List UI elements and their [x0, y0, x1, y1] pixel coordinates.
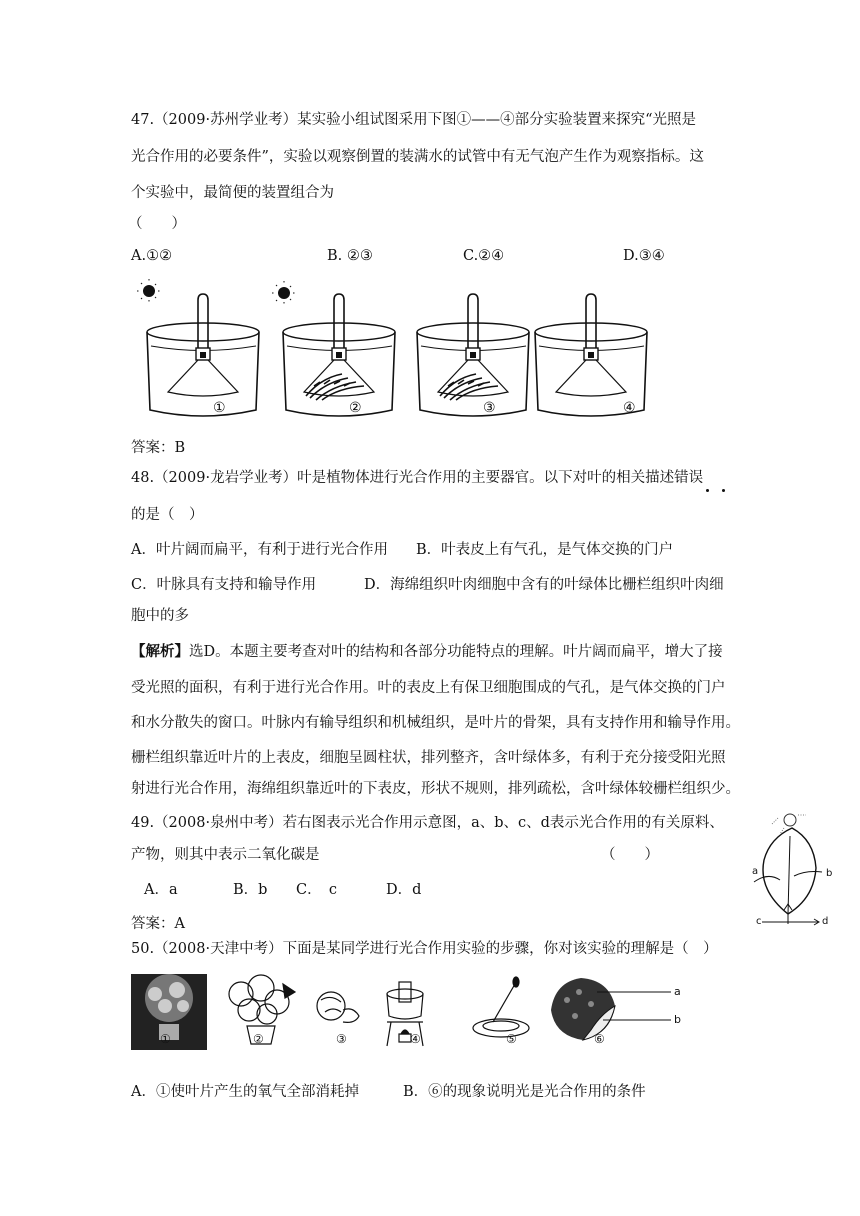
- q50-figure-label-1: ①: [160, 1032, 171, 1046]
- q48-option-d: D．海绵组织叶肉细胞中含有的叶绿体比栅栏组织叶肉细: [364, 577, 724, 593]
- q48-analysis-line-2: 受光照的面积，有利于进行光合作用。叶的表皮上有保卫细胞围成的气孔，是气体交换的门户: [131, 680, 726, 696]
- sun-icon: [272, 281, 296, 305]
- petri-dish-dropper-icon: [473, 977, 529, 1037]
- q50-figure-label-4: ④: [410, 1032, 421, 1046]
- q50-leaf-label-b: b: [674, 1013, 681, 1026]
- leaf-label-c: c: [756, 916, 762, 927]
- leaf-in-hand-icon: [317, 992, 359, 1022]
- leaf-label-d: d: [822, 916, 829, 927]
- q48-option-a: A．叶片阔而扁平，有利于进行光合作用: [131, 542, 388, 558]
- q49-option-c: C． c: [296, 882, 337, 898]
- q47-figure-label-3: ③: [483, 400, 496, 416]
- q47-option-b: B. ②③: [327, 248, 373, 264]
- sun-icon: [137, 279, 161, 303]
- q47-option-d: D.③④: [623, 248, 665, 264]
- q47-line-3: 个实验中，最简便的装置组合为: [131, 185, 334, 201]
- stained-leaf-icon: [551, 978, 671, 1040]
- q49-answer-bracket: （ ）: [601, 847, 659, 863]
- q49-option-d: D．d: [386, 882, 422, 898]
- q50-figure-label-5: ⑤: [506, 1032, 517, 1046]
- q47-answer: 答案：B: [131, 440, 186, 456]
- leaf-label-a: a: [752, 866, 759, 877]
- q48-line-1: 48.（2009·龙岩学业考）叶是植物体进行光合作用的主要器官。以下对叶的相关描述错误: [131, 470, 704, 486]
- q49-option-a: A．a: [144, 882, 178, 898]
- leaf-label-b: b: [826, 868, 833, 879]
- q50-leaf-label-a: a: [674, 985, 681, 998]
- q49-option-b: B．b: [233, 882, 268, 898]
- q47-option-c: C.②④: [463, 248, 505, 264]
- q47-figure-label-4: ④: [623, 400, 636, 416]
- q48-option-c: C．叶脉具有支持和输导作用: [131, 577, 317, 593]
- q47-option-a: A.①②: [131, 248, 173, 264]
- analysis-tag: 【解析】: [131, 643, 189, 660]
- q48-analysis-line-1: [131, 642, 723, 662]
- q48-analysis-line-5: 射进行光合作用，海绵组织靠近叶的下表皮，形状不规则，排列疏松，含叶绿体较栅栏组织少。: [131, 781, 740, 797]
- apparatus-2: [283, 294, 395, 416]
- apparatus-1: [147, 294, 259, 416]
- emphasis-dot: [722, 489, 725, 492]
- q47-figure-label-1: ①: [213, 400, 226, 416]
- q48-option-d-cont: 胞中的多: [131, 608, 189, 624]
- q48-option-b: B．叶表皮上有气孔，是气体交换的门户: [416, 542, 674, 558]
- q48-line-2: 的是（ ）: [131, 507, 204, 523]
- q47-apparatus-figure: [128, 278, 648, 428]
- sun-icon: [772, 814, 806, 834]
- q50-option-a: A．①使叶片产生的氧气全部消耗掉: [131, 1084, 359, 1100]
- q47-answer-bracket: （ ）: [128, 216, 186, 232]
- q50-figure-label-2: ②: [253, 1032, 264, 1046]
- q49-line-2: 产物，则其中表示二氧化碳是: [131, 847, 320, 863]
- q48-analysis-line-3: 和水分散失的窗口。叶脉内有输导组织和机械组织，是叶片的骨架，具有支持作用和输导作用。: [131, 715, 740, 731]
- q47-line-1: 47.（2009·苏州学业考）某实验小组试图采用下图①——④部分实验装置来探究“光照是: [131, 112, 696, 128]
- emphasis-dot: [706, 489, 709, 492]
- q50-figure-label-3: ③: [336, 1032, 347, 1046]
- q49-line-1: 49.（2008·泉州中考）若右图表示光合作用示意图，a、b、c、d表示光合作用的有关原料、: [131, 815, 724, 831]
- q49-answer: 答案：A: [131, 916, 185, 932]
- analysis-text: 选D。本题主要考查对叶的结构和各部分功能特点的理解。叶片阔而扁平，增大了接: [189, 644, 723, 660]
- q47-line-2: 光合作用的必要条件”，实验以观察倒置的装满水的试管中有无气泡产生作为观察指标。这: [131, 149, 704, 165]
- q50-option-b: B．⑥的现象说明光是光合作用的条件: [403, 1084, 646, 1100]
- apparatus-3: [417, 294, 529, 416]
- q47-figure-label-2: ②: [349, 400, 362, 416]
- q50-figure-label-6: ⑥: [594, 1032, 605, 1046]
- q50-line-1: 50.（2008·天津中考）下面是某同学进行光合作用实验的步骤，你对该实验的理解是（ ）: [131, 941, 718, 957]
- q48-analysis-line-4: 栅栏组织靠近叶片的上表皮，细胞呈圆柱状，排列整齐，含叶绿体多，有利于充分接受阳光照: [131, 750, 726, 766]
